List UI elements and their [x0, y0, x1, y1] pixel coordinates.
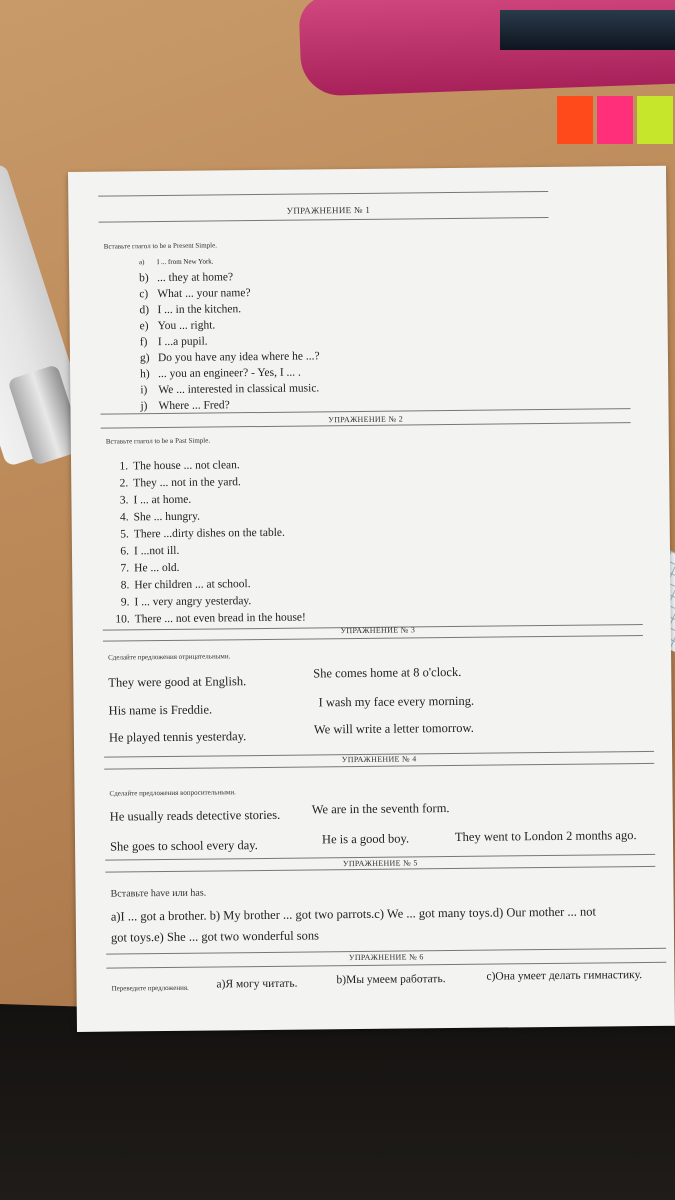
exercise-4-instruction: Сделайте предложения вопросительными.	[109, 788, 236, 798]
exercise-5-text-line-2: got toys.e) She ... got two wonderful sons	[110, 928, 320, 945]
sentence: b)Мы умеем работать.	[336, 973, 446, 987]
exercise-1-title: УПРАЖНЕНИЕ № 1	[286, 204, 371, 216]
list-item: d) I ... in the kitchen.	[139, 303, 242, 317]
sentence: а)Я могу читать.	[216, 977, 298, 991]
exercise-4-title: УПРАЖНЕНИЕ № 4	[341, 754, 417, 765]
exercise-2-title: УПРАЖНЕНИЕ № 2	[328, 414, 404, 425]
exercise-6-instruction: Переведите предложения.	[111, 983, 189, 993]
sentence: His name is Freddie.	[108, 702, 213, 718]
list-item: f) I ...a pupil.	[139, 335, 208, 349]
list-item: 9. I ... very angry yesterday.	[120, 595, 252, 609]
sentence: We will write a letter tomorrow.	[313, 720, 474, 737]
list-item: 10. There ... not even bread in the house!	[115, 611, 306, 626]
list-item: 8. Her children ... at school.	[120, 578, 251, 592]
exercise-6-title: УПРАЖНЕНИЕ № 6	[348, 952, 424, 963]
list-item: 4. She ... hungry.	[119, 510, 201, 524]
list-item: 5. There ...dirty dishes on the table.	[120, 526, 285, 541]
exercise-3-instruction: Сделайте предложения отрицательными.	[108, 652, 231, 662]
list-item: b) ... they at home?	[139, 271, 234, 285]
list-item: 6. I ...not ill.	[120, 544, 180, 558]
sentence: She comes home at 8 o'clock.	[313, 664, 462, 681]
list-item: g) Do you have any idea where he ...?	[139, 350, 320, 365]
sentence: We are in the seventh form.	[311, 801, 450, 817]
sticky-note-orange	[557, 96, 593, 144]
exercise-1-instruction: Вставьте глагол to be в Present Simple.	[103, 241, 218, 251]
list-item: i) We ... interested in classical music.	[140, 382, 320, 397]
list-item: 1. The house ... not clean.	[119, 459, 240, 473]
list-item: 7. He ... old.	[120, 561, 180, 575]
sentence: She goes to school every day.	[109, 838, 258, 854]
pens	[500, 10, 675, 50]
list-item: a) I ... from New York.	[138, 257, 214, 267]
exercise-5-text-line-1: a)I ... got a brother. b) My brother ... got two parrots.c) We ... got many toys.d) Our mother ... not	[110, 904, 596, 924]
sentence: He usually reads detective stories.	[109, 807, 281, 824]
sentence: They were good at English.	[108, 674, 247, 690]
sticky-note-green	[637, 96, 673, 144]
sentence: He played tennis yesterday.	[108, 729, 247, 745]
list-item: c) What ... your name?	[139, 287, 251, 301]
sentence: They went to London 2 months ago.	[454, 828, 637, 844]
list-item: j) Where ... Fred?	[140, 399, 230, 413]
sticky-note-pink	[597, 96, 633, 144]
exercise-5-instruction: Вставьте have или has.	[110, 887, 207, 900]
list-item: h) ... you an engineer? - Yes, I ... .	[140, 366, 301, 381]
worksheet	[68, 166, 675, 1032]
exercise-3-title: УПРАЖНЕНИЕ № 3	[340, 625, 416, 636]
sentence: He is a good boy.	[321, 831, 410, 847]
list-item: 2. They ... not in the yard.	[119, 476, 241, 490]
exercise-5-title: УПРАЖНЕНИЕ № 5	[342, 858, 418, 869]
list-item: 3. I ... at home.	[119, 493, 192, 507]
sentence: I wash my face every morning.	[318, 693, 475, 710]
exercise-2-instruction: Вставьте глагол to be в Past Simple.	[105, 436, 211, 446]
list-item: e) You ... right.	[139, 319, 216, 333]
sentence: с)Она умеет делать гимнастику.	[486, 969, 643, 983]
